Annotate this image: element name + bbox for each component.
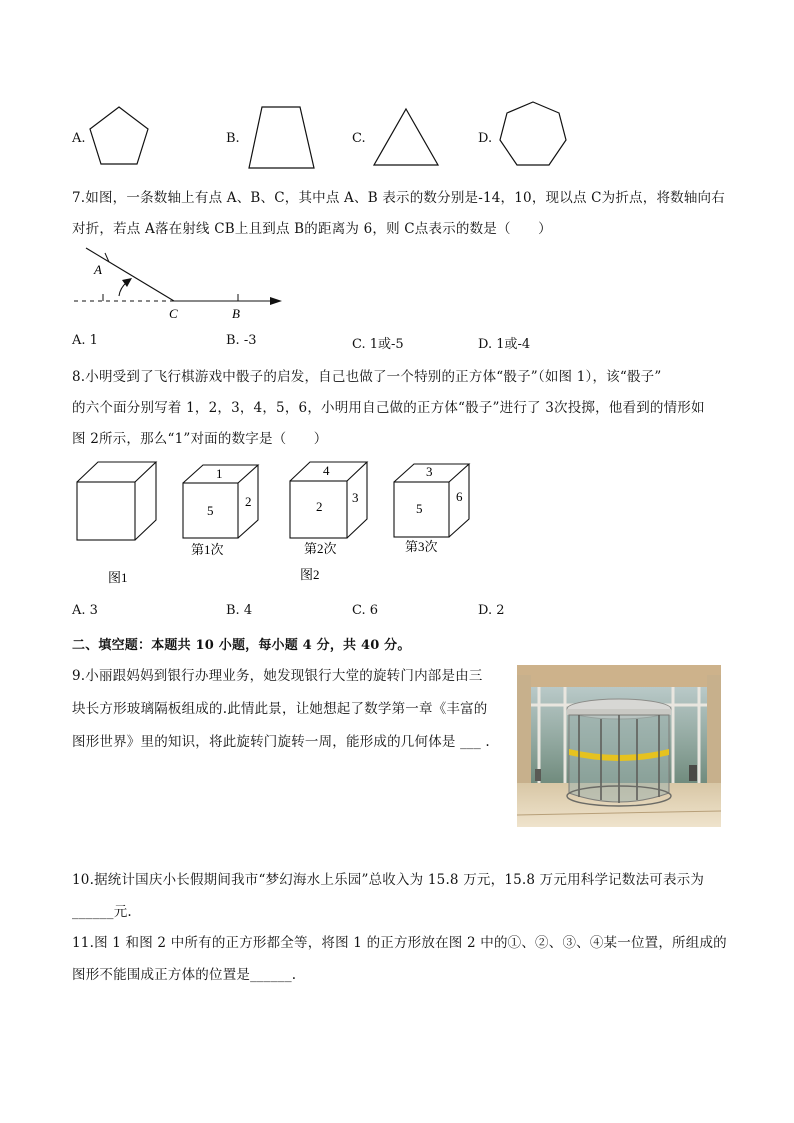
q7-number-line-figure	[70, 240, 300, 324]
pentagon-icon	[84, 100, 154, 170]
throw2-front-number: 2	[316, 499, 323, 514]
q6-option-a-label: A.	[72, 131, 86, 146]
triangle-icon	[370, 104, 442, 168]
q7-text-line2: 对折，若点 A落在射线 CB上且到点 B的距离为 6，则 C点表示的数是（ ）	[72, 221, 552, 237]
q6-option-b-label: B.	[226, 131, 240, 146]
q6-option-c-label: C.	[352, 131, 366, 146]
throw3-front-number: 5	[416, 501, 423, 516]
fig2-label: 图2	[300, 567, 320, 582]
throw1-top-number: 1	[216, 466, 223, 481]
section-heading: 二、填空题：本题共 10 小题，每小题 4 分，共 40 分。	[72, 638, 411, 653]
throw1-front-number: 5	[207, 503, 214, 518]
q9-text-line2: 块长方形玻璃隔板组成的.此情此景，让她想起了数学第一章《丰富的	[72, 701, 488, 717]
q11-text-line1: 11.图 1 和图 2 中所有的正方形都全等，将图 1 的正方形放在图 2 中的①、②、③、④某一位置，所组成的	[72, 935, 727, 951]
q8-text-line1: 8.小明受到了飞行棋游戏中骰子的启发，自己也做了一个特别的正方体“骰子”（如图 1），该“骰子”	[72, 369, 662, 385]
trapezoid-icon	[244, 100, 320, 172]
q7-point-a-label: A	[94, 262, 102, 277]
fig1-label: 图1	[108, 570, 128, 585]
q7-option-c: C. 1或-5	[352, 337, 404, 352]
q7-text-line1: 7.如图，一条数轴上有点 A、B、C，其中点 A、B 表示的数分别是-14，10，现以点 C为折点，将数轴向右	[72, 190, 725, 206]
throw3-caption: 第3次	[405, 539, 438, 554]
throw2-right-number: 3	[352, 490, 359, 505]
throw1-caption: 第1次	[191, 542, 224, 557]
q7-option-d: D. 1或-4	[478, 337, 531, 352]
q7-option-b: B. -3	[226, 333, 257, 348]
q10-text-line2: ______元.	[72, 904, 132, 920]
q8-option-b: B. 4	[226, 603, 253, 618]
q8-text-line2: 的六个面分别写着 1，2，3，4，5，6，小明用自己做的正方体“骰子”进行了 3次投掷，他看到的情形如	[72, 400, 705, 416]
q10-text-line1: 10.据统计国庆小长假期间我市“梦幻海水上乐园”总收入为 15.8 万元，15.8 万元用科学记数法可表示为	[72, 872, 705, 888]
q7-point-b-label: B	[232, 306, 240, 321]
q9-text-line1: 9.小丽跟妈妈到银行办理业务，她发现银行大堂的旋转门内部是由三	[72, 668, 483, 684]
revolving-door-photo	[517, 665, 721, 827]
q11-text-line2: 图形不能围成正方体的位置是______.	[72, 967, 297, 983]
q8-option-d: D. 2	[478, 603, 505, 618]
throw2-caption: 第2次	[304, 541, 337, 556]
q8-dice-figure	[70, 452, 490, 590]
q8-option-a: A. 3	[72, 603, 98, 618]
throw3-top-number: 3	[426, 464, 433, 479]
throw1-right-number: 2	[245, 494, 252, 509]
q6-option-d-label: D.	[478, 131, 493, 146]
fig1-cube	[77, 462, 156, 540]
q8-text-line3: 图 2所示，那么“1”对面的数字是（ ）	[72, 431, 328, 447]
throw2-top-number: 4	[323, 463, 330, 478]
q9-text-line3: 图形世界》里的知识，将此旋转门旋转一周，能形成的几何体是 ___ .	[72, 734, 490, 750]
q7-option-a: A. 1	[72, 333, 98, 348]
q8-option-c: C. 6	[352, 603, 379, 618]
q7-point-c-label: C	[169, 306, 178, 321]
throw3-right-number: 6	[456, 489, 463, 504]
heptagon-icon	[494, 98, 572, 172]
